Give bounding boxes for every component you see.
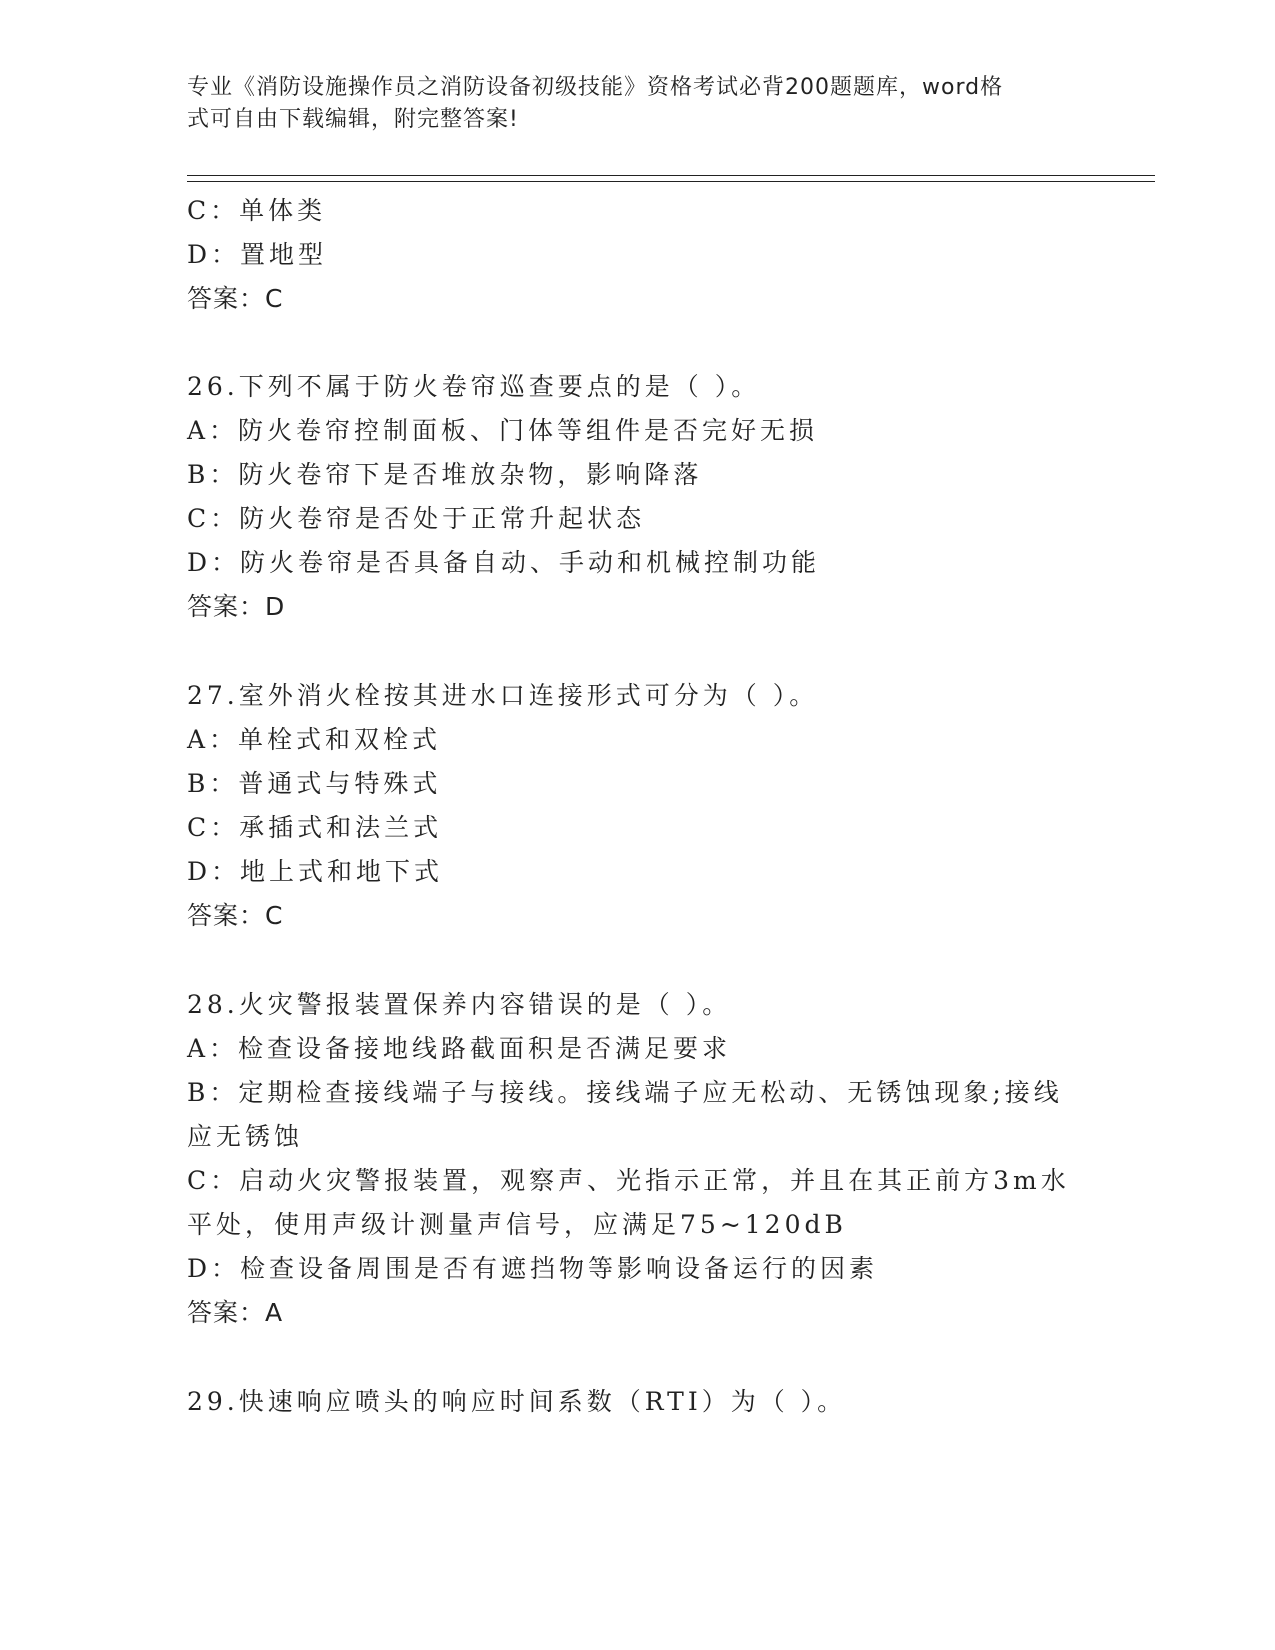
- q26-option-b: B：防火卷帘下是否堆放杂物，影响降落: [187, 460, 703, 489]
- q25-option-c: C：单体类: [187, 196, 327, 225]
- q26-option-c: C：防火卷帘是否处于正常升起状态: [187, 504, 646, 533]
- q28-option-c-line-1: C：启动火灾警报装置，观察声、光指示正常，并且在其正前方3m水: [187, 1166, 1070, 1195]
- q28-option-c-line-2: 平处，使用声级计测量声信号，应满足75~120dB: [187, 1210, 847, 1239]
- q26-option-a: A：防火卷帘控制面板、门体等组件是否完好无损: [187, 416, 819, 445]
- header-divider-top: [187, 175, 1155, 176]
- q27-option-c: C：承插式和法兰式: [187, 813, 443, 842]
- q26-option-d: D：防火卷帘是否具备自动、手动和机械控制功能: [187, 548, 821, 577]
- header-title-line-1: 专业《消防设施操作员之消防设备初级技能》资格考试必背200题题库，word格: [187, 75, 1004, 100]
- q28-question: 28.火灾警报装置保养内容错误的是（ ）。: [187, 990, 732, 1019]
- header-title-line-2: 式可自由下载编辑，附完整答案!: [187, 107, 519, 132]
- q27-option-d: D：地上式和地下式: [187, 857, 444, 886]
- document-header: [187, 72, 1067, 136]
- q29-question: 29.快速响应喷头的响应时间系数（RTI）为（ ）。: [187, 1387, 847, 1416]
- q28-option-d: D：检查设备周围是否有遮挡物等影响设备运行的因素: [187, 1254, 879, 1283]
- q26-question: 26.下列不属于防火卷帘巡查要点的是（ ）。: [187, 372, 761, 401]
- q26-answer: 答案：D: [187, 592, 286, 621]
- q27-answer: 答案：C: [187, 901, 284, 930]
- q25-answer: 答案：C: [187, 284, 284, 313]
- header-divider-bottom: [187, 181, 1155, 182]
- q27-option-b: B：普通式与特殊式: [187, 769, 442, 798]
- q28-option-b-line-1: B：定期检查接线端子与接线。接线端子应无松动、无锈蚀现象;接线: [187, 1078, 1063, 1107]
- q28-option-a: A：检查设备接地线路截面积是否满足要求: [187, 1034, 732, 1063]
- q28-answer: 答案：A: [187, 1298, 284, 1327]
- q25-option-d: D：置地型: [187, 240, 328, 269]
- q28-option-b-line-2: 应无锈蚀: [187, 1122, 304, 1151]
- q27-option-a: A：单栓式和双栓式: [187, 725, 442, 754]
- q27-question: 27.室外消火栓按其进水口连接形式可分为（ ）。: [187, 681, 819, 710]
